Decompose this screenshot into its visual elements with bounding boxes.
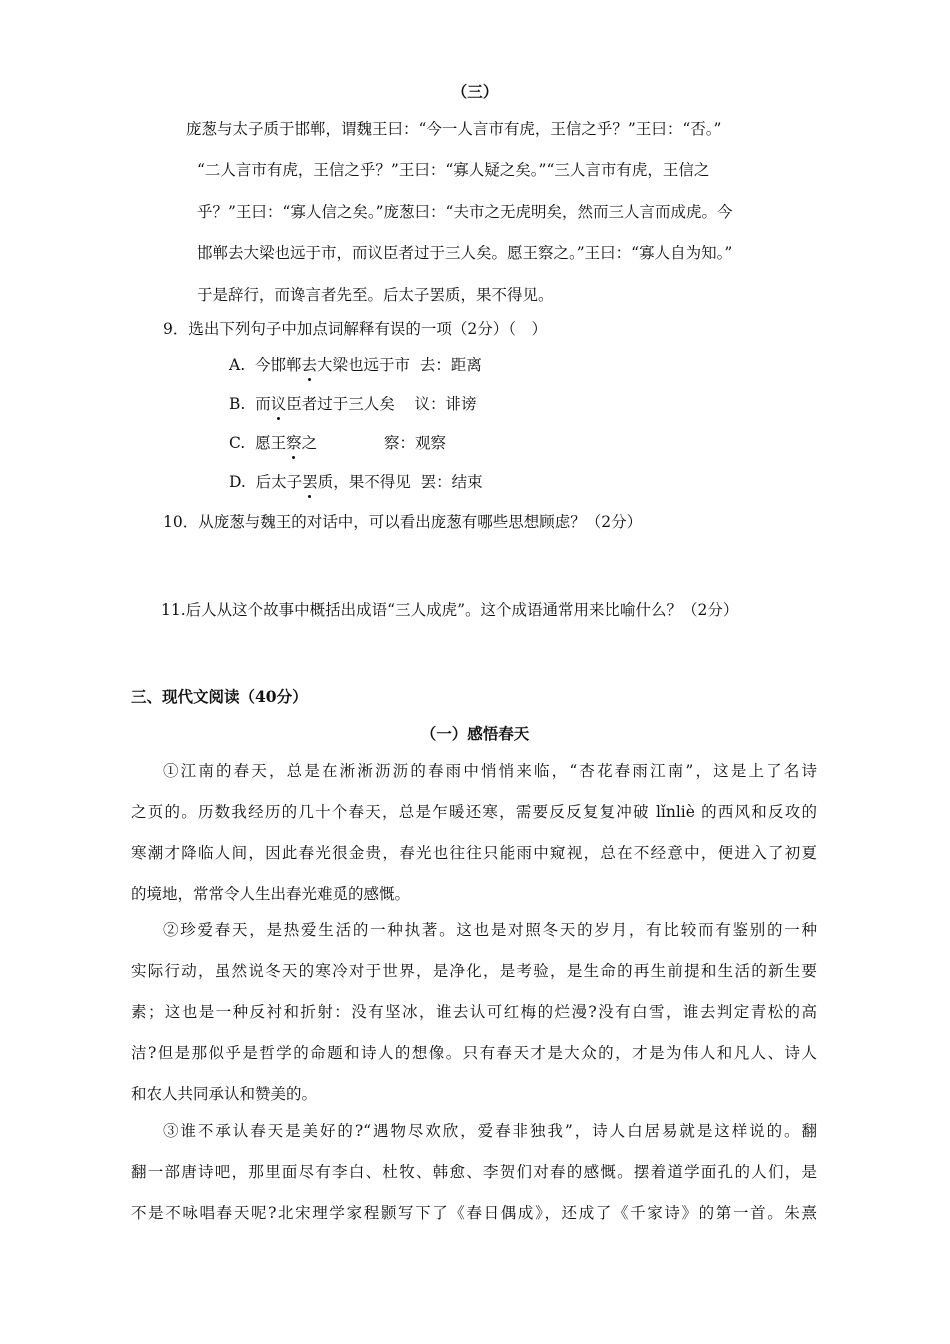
question-9-option-d: [229, 471, 483, 493]
option-letter: C.: [229, 434, 246, 452]
essay-line-11: 翻一部唐诗吧，那里面尽有李白、杜牧、韩愈、李贺们对春的感慨。摆着道学面孔的人们，是: [131, 1163, 817, 1181]
passage-3-line-1: 庞葱与太子质于邯郸，谓魏王曰：“今一人言市有虎，王信之乎？”王曰：“否。”: [186, 120, 722, 138]
essay-line-6: 实际行动，虽然说冬天的寒冷对于世界，是净化，是考验，是生命的再生前提和生活的新生要: [131, 962, 817, 980]
passage-3-title: （三）: [451, 82, 499, 101]
option-text-pre: 愿王: [255, 434, 287, 452]
passage-3-line-3: 乎？”王曰：“寡人信之矣。”庞葱曰：“夫市之无虎明矣，然而三人言而成虎。今: [197, 203, 733, 221]
option-text-post: 臣者过于三人矣: [286, 395, 395, 413]
essay-line-2: 之页的。历数我经历的几十个春天，总是乍暖还寒，需要反反复复冲破 lǐnliè 的西风和反攻的: [131, 803, 817, 821]
essay-line-1: ①江南的春天，总是在淅淅沥沥的春雨中悄悄来临，“杏花春雨江南”，这是上了名诗: [163, 762, 817, 780]
essay-line-4: 的境地，常常令人生出春光难觅的感慨。: [131, 885, 411, 903]
option-text-post: 质，果不得见: [317, 473, 411, 491]
passage-3-line-4: 邯郸去大梁也远于市，而议臣者过于三人矣。愿王察之。”王曰：“寡人自为知。”: [197, 244, 733, 262]
section-heading: 三、现代文阅读（40分）: [131, 687, 308, 706]
option-text-pre: 今邯郸: [254, 356, 302, 374]
question-9-option-a: [229, 354, 482, 376]
option-gloss: 议：诽谤: [414, 395, 477, 413]
question-11: 11.后人从这个故事中概括出成语“三人成虎”。这个成语通常用来比喻什么？（2分）: [161, 601, 739, 619]
essay-line-5: ②珍爱春天，是热爱生活的一种执著。这也是对照冬天的岁月，有比较而有鉴别的一种: [163, 921, 817, 939]
option-text-post: 之: [301, 434, 318, 452]
essay-line-9: 和农人共同承认和赞美的。: [131, 1085, 318, 1103]
option-text-pre: 而: [255, 395, 271, 413]
essay-line-7: 素；这也是一种反衬和折射：没有坚冰，谁去认可红梅的烂漫?没有白雪，谁去判定青松的高: [131, 1003, 817, 1021]
essay-line-10: ③谁不承认春天是美好的?“遇物尽欢欣，爱春非独我”，诗人白居易就是这样说的。翻: [163, 1122, 817, 1140]
question-9-option-c: [229, 432, 317, 454]
option-gloss: 罢：结束: [420, 473, 483, 491]
option-letter: A.: [229, 356, 246, 374]
question-10: 10．从庞葱与魏王的对话中，可以看出庞葱有哪些思想顾虑？（2分）: [163, 513, 643, 531]
question-9-option-b: [229, 393, 476, 415]
passage-3-line-2: “二人言市有虎，王信之乎？”王曰：“寡人疑之矣。”“三人言市有虎，王信之: [197, 161, 710, 179]
dotted-word: 察: [286, 434, 302, 452]
essay-line-12: 不是不咏唱春天呢?北宋理学家程颢写下了《春日偶成》，还成了《千家诗》的第一首。朱熹: [131, 1204, 817, 1222]
option-gloss: 去：距离: [419, 356, 482, 374]
question-9-stem: 9．选出下列句子中加点词解释有误的一项（2分）（ ）: [163, 320, 547, 338]
essay-line-3: 寒潮才降临人间，因此春光很金贵，春光也往往只能雨中窥视，总在不经意中，便进入了初夏: [131, 844, 817, 862]
essay-title: （一）感悟春天: [420, 724, 530, 743]
dotted-word: 去: [301, 356, 318, 374]
dotted-word: 罢: [302, 473, 318, 491]
option-text-post: 大梁也远于市: [317, 356, 411, 374]
passage-3-line-5: 于是辞行，而谗言者先至。后太子罢质，果不得见。: [197, 286, 554, 304]
dotted-word: 议: [270, 395, 287, 413]
option-letter: B.: [229, 395, 246, 413]
option-text-pre: 后太子: [255, 473, 303, 491]
option-letter: D.: [229, 473, 246, 491]
question-9-option-c-gloss: 察：观察: [384, 434, 447, 452]
essay-line-8: 洁?但是那似乎是哲学的命题和诗人的想像。只有春天才是大众的，才是为伟人和凡人、诗人: [131, 1044, 817, 1062]
